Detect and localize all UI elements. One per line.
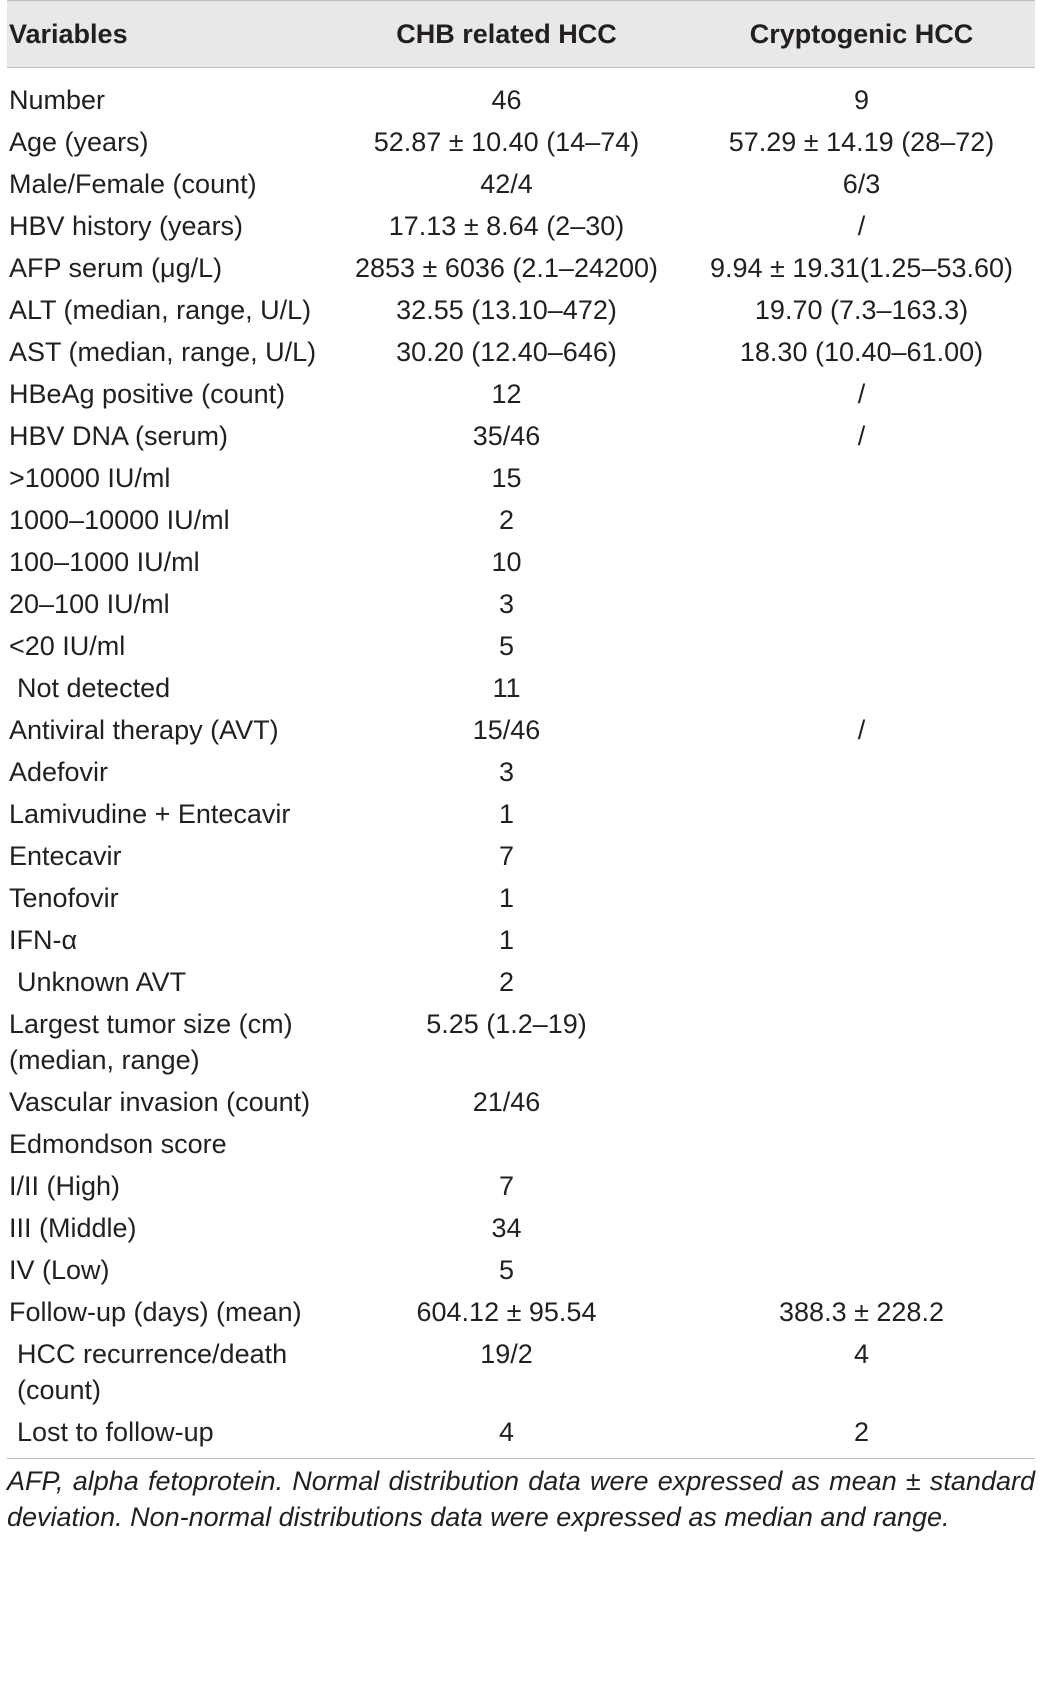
row-label: Largest tumor size (cm) (median, range) [9, 1009, 293, 1075]
cryptogenic-value-cell: 18.30 (10.40–61.00) [739, 337, 984, 367]
chb-value-cell: 17.13 ± 8.64 (2–30) [388, 211, 625, 241]
chb-value-cell: 12 [491, 379, 522, 409]
cryptogenic-value-cell [686, 1165, 1035, 1207]
row-label: HBeAg positive (count) [9, 379, 286, 409]
table-row [7, 583, 1035, 625]
chb-value-cell: 3 [498, 589, 515, 619]
chb-value-cell: 15 [491, 463, 522, 493]
row-label: Number [9, 85, 106, 115]
chb-value-cell: 34 [491, 1213, 522, 1243]
row-label-cell [7, 961, 325, 1003]
chb-value-cell: 7 [498, 841, 515, 871]
row-label: AFP serum (μg/L) [9, 253, 223, 283]
chb-value-cell: 52.87 ± 10.40 (14–74) [373, 127, 640, 157]
table-row [7, 919, 1035, 961]
row-label: HBV DNA (serum) [9, 421, 229, 451]
table-row [7, 1291, 1035, 1333]
row-label: ALT (median, range, U/L) [9, 295, 312, 325]
chb-value-cell: 2 [498, 505, 515, 535]
row-label-cell [7, 1003, 325, 1081]
row-label: Unknown AVT [17, 967, 187, 997]
row-label-cell [7, 247, 325, 289]
cryptogenic-value-cell [686, 625, 1035, 667]
cryptogenic-value-cell [686, 835, 1035, 877]
row-label-cell [7, 1249, 325, 1291]
header-chb-related-hcc: CHB related HCC [325, 1, 686, 68]
row-label-cell [7, 205, 325, 247]
cryptogenic-value-cell [686, 667, 1035, 709]
chb-value-cell: 46 [491, 85, 522, 115]
table-row [7, 835, 1035, 877]
chb-value-cell: 3 [498, 757, 515, 787]
table-row [7, 625, 1035, 667]
cryptogenic-value-cell: 388.3 ± 228.2 [779, 1297, 944, 1327]
table-row [7, 1081, 1035, 1123]
row-label-cell [7, 751, 325, 793]
chb-value-cell: 11 [492, 673, 521, 703]
row-label: AST (median, range, U/L) [9, 337, 317, 367]
chb-value-cell: 21/46 [472, 1087, 541, 1117]
row-label: Tenofovir [9, 883, 119, 913]
row-label: Adefovir [9, 757, 109, 787]
cryptogenic-value-cell: 19.70 (7.3–163.3) [754, 295, 969, 325]
row-label: 100–1000 IU/ml [9, 547, 200, 577]
row-label: HCC recurrence/death (count) [17, 1339, 288, 1405]
cryptogenic-value-cell: 57.29 ± 14.19 (28–72) [728, 127, 995, 157]
chb-value-cell: 10 [491, 547, 522, 577]
table-body [7, 68, 1035, 1459]
table-row [7, 373, 1035, 415]
table-row [7, 1003, 1035, 1081]
cryptogenic-value-cell [686, 1123, 1035, 1165]
row-label-cell [7, 457, 325, 499]
table-row [7, 499, 1035, 541]
characteristics-table [7, 0, 1035, 1459]
table-row [7, 667, 1035, 709]
cryptogenic-value-cell [686, 1249, 1035, 1291]
chb-value-cell: 2 [498, 967, 515, 997]
cryptogenic-value-cell: / [857, 421, 866, 451]
row-label: Age (years) [9, 127, 149, 157]
cryptogenic-value-cell [686, 961, 1035, 1003]
table-row [7, 541, 1035, 583]
row-label: >10000 IU/ml [9, 463, 171, 493]
chb-value-cell: 5 [498, 1255, 515, 1285]
cryptogenic-value-cell: 9.94 ± 19.31(1.25–53.60) [709, 253, 1014, 283]
cryptogenic-value-cell [686, 1207, 1035, 1249]
row-label-cell [7, 877, 325, 919]
table-footnote: AFP, alpha fetoprotein. Normal distribution data were expressed as mean ± standard deviation. Non-normal distributions data were expressed as median and range. [7, 1466, 1035, 1532]
row-label-cell [7, 667, 325, 709]
table-row [7, 289, 1035, 331]
table-row [7, 163, 1035, 205]
cryptogenic-value-cell: 9 [853, 85, 870, 115]
chb-value-cell: 4 [325, 1411, 686, 1459]
cryptogenic-value-cell [686, 877, 1035, 919]
table-row [7, 1165, 1035, 1207]
table-row [7, 415, 1035, 457]
cryptogenic-value-cell [686, 751, 1035, 793]
row-label-cell [7, 68, 325, 122]
table-header-row [7, 1, 1035, 68]
row-label: Not detected [17, 673, 171, 703]
row-label-cell [7, 709, 325, 751]
row-label-cell [7, 1123, 325, 1165]
table-row [7, 1249, 1035, 1291]
table-row [7, 68, 1035, 122]
cryptogenic-value-cell [686, 583, 1035, 625]
row-label: IV (Low) [9, 1255, 110, 1285]
row-label: Vascular invasion (count) [9, 1087, 311, 1117]
table-row [7, 751, 1035, 793]
chb-value-cell: 30.20 (12.40–646) [396, 337, 617, 367]
cryptogenic-value-cell [686, 541, 1035, 583]
chb-value-cell: 19/2 [480, 1339, 533, 1369]
row-label: Entecavir [9, 841, 122, 871]
cryptogenic-value-cell [686, 499, 1035, 541]
row-label-cell [7, 1165, 325, 1207]
table-row [7, 121, 1035, 163]
table-container [7, 0, 1042, 1535]
table-row [7, 961, 1035, 1003]
row-label: Antiviral therapy (AVT) [9, 715, 279, 745]
chb-value-cell: 2853 ± 6036 (2.1–24200) [354, 253, 659, 283]
row-label-cell [7, 1411, 325, 1459]
row-label-cell [7, 373, 325, 415]
row-label-cell [7, 1207, 325, 1249]
row-label: Male/Female (count) [9, 169, 257, 199]
cryptogenic-value-cell: 6/3 [842, 169, 881, 199]
row-label-cell [7, 121, 325, 163]
cryptogenic-value-cell: 2 [686, 1411, 1035, 1459]
row-label: Lamivudine + Entecavir [9, 799, 291, 829]
row-label: Lost to follow-up [17, 1417, 214, 1447]
row-label: Follow-up (days) (mean) [9, 1297, 302, 1327]
row-label-cell [7, 1081, 325, 1123]
cryptogenic-value-cell [686, 457, 1035, 499]
table-row [7, 247, 1035, 289]
row-label: <20 IU/ml [9, 631, 126, 661]
row-label-cell [7, 1333, 325, 1411]
chb-value-cell: 5 [498, 631, 515, 661]
row-label: 20–100 IU/ml [9, 589, 170, 619]
table-row [7, 1333, 1035, 1411]
table-row [7, 1207, 1035, 1249]
chb-value-cell [325, 1123, 686, 1165]
header-variables: Variables [7, 1, 325, 68]
cryptogenic-value-cell: / [857, 715, 866, 745]
cryptogenic-value-cell: / [857, 379, 866, 409]
row-label: HBV history (years) [9, 211, 244, 241]
row-label: III (Middle) [9, 1213, 137, 1243]
table-row [7, 331, 1035, 373]
row-label: IFN-α [9, 925, 78, 955]
cryptogenic-value-cell [686, 793, 1035, 835]
row-label-cell [7, 835, 325, 877]
row-label: I/II (High) [9, 1171, 121, 1201]
row-label-cell [7, 415, 325, 457]
cryptogenic-value-cell [686, 1003, 1035, 1081]
table-row [7, 877, 1035, 919]
row-label-cell [7, 331, 325, 373]
row-label-cell [7, 499, 325, 541]
cryptogenic-value-cell [686, 1081, 1035, 1123]
row-label-cell [7, 163, 325, 205]
row-label: 1000–10000 IU/ml [9, 505, 230, 535]
chb-value-cell: 42/4 [480, 169, 533, 199]
chb-value-cell: 1 [498, 799, 515, 829]
chb-value-cell: 604.12 ± 95.54 [416, 1297, 597, 1327]
table-row [7, 793, 1035, 835]
chb-value-cell: 1 [498, 925, 515, 955]
row-label-cell [7, 289, 325, 331]
table-row [7, 205, 1035, 247]
header-cryptogenic-hcc: Cryptogenic HCC [686, 1, 1035, 68]
chb-value-cell: 35/46 [472, 421, 541, 451]
chb-value-cell: 15/46 [472, 715, 541, 745]
chb-value-cell: 5.25 (1.2–19) [426, 1009, 587, 1039]
row-label-cell [7, 583, 325, 625]
chb-value-cell: 32.55 (13.10–472) [396, 295, 617, 325]
cryptogenic-value-cell: / [857, 211, 866, 241]
table-row [7, 1411, 1035, 1459]
table-row [7, 457, 1035, 499]
row-label-cell [7, 919, 325, 961]
chb-value-cell: 1 [498, 883, 515, 913]
row-label: Edmondson score [9, 1129, 227, 1159]
table-row [7, 709, 1035, 751]
row-label-cell [7, 1291, 325, 1333]
chb-value-cell: 7 [498, 1171, 515, 1201]
row-label-cell [7, 541, 325, 583]
row-label-cell [7, 625, 325, 667]
cryptogenic-value-cell: 4 [853, 1339, 870, 1369]
cryptogenic-value-cell [686, 919, 1035, 961]
table-row [7, 1123, 1035, 1165]
row-label-cell [7, 793, 325, 835]
